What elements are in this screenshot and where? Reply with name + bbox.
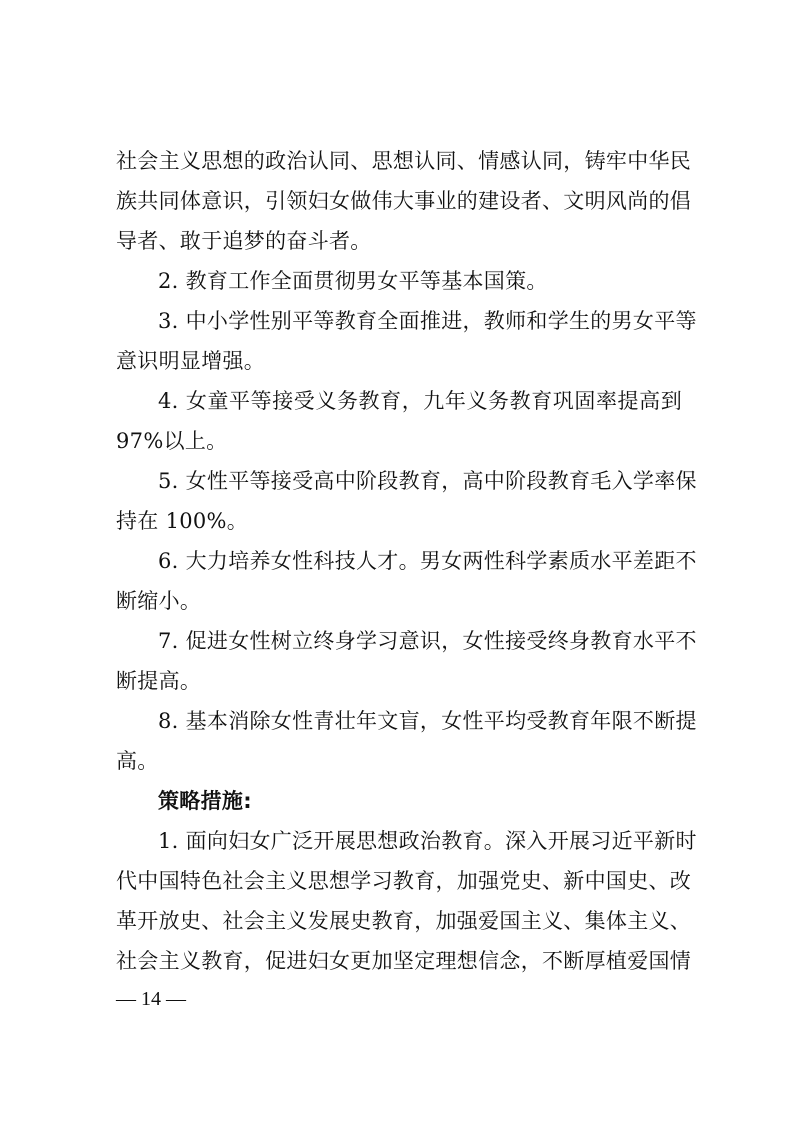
list-item-line: 断提高。 xyxy=(116,669,202,693)
text-line: 代中国特色社会主义思想学习教育，加强党史、新中国史、改 xyxy=(116,869,692,893)
list-item-line: 6. 大力培养女性科技人才。男女两性科学素质水平差距不 xyxy=(158,549,697,573)
text-line: 社会主义教育，促进妇女更加坚定理想信念，不断厚植爱国情 xyxy=(116,949,692,973)
list-item-line: 7. 促进女性树立终身学习意识，女性接受终身教育水平不 xyxy=(158,629,697,653)
list-item-line: 97%以上。 xyxy=(116,429,228,453)
text-line: 1. 面向妇女广泛开展思想政治教育。深入开展习近平新时 xyxy=(158,829,697,853)
list-item-line: 4. 女童平等接受义务教育，九年义务教育巩固率提高到 xyxy=(158,389,682,413)
text-line: 族共同体意识，引领妇女做伟大事业的建设者、文明风尚的倡 xyxy=(116,189,692,213)
text-line: 导者、敢于追梦的奋斗者。 xyxy=(116,229,372,253)
list-item-line: 意识明显增强。 xyxy=(116,349,266,373)
section-heading: 策略措施: xyxy=(158,789,252,813)
list-item-line: 8. 基本消除女性青壮年文盲，女性平均受教育年限不断提 xyxy=(158,709,697,733)
text-line: 社会主义思想的政治认同、思想认同、情感认同，铸牢中华民 xyxy=(116,149,692,173)
list-item-line: 5. 女性平等接受高中阶段教育，高中阶段教育毛入学率保 xyxy=(158,469,697,493)
document-body xyxy=(116,141,697,981)
page-number: — 14 — xyxy=(116,988,186,1010)
list-item-line: 断缩小。 xyxy=(116,589,202,613)
list-item-line: 持在 100%。 xyxy=(116,509,249,533)
list-item-line: 2. 教育工作全面贯彻男女平等基本国策。 xyxy=(158,269,548,293)
list-item-line: 3. 中小学性别平等教育全面推进，教师和学生的男女平等 xyxy=(158,309,697,333)
list-item-line: 高。 xyxy=(116,749,159,773)
text-line: 革开放史、社会主义发展史教育，加强爱国主义、集体主义、 xyxy=(116,909,692,933)
